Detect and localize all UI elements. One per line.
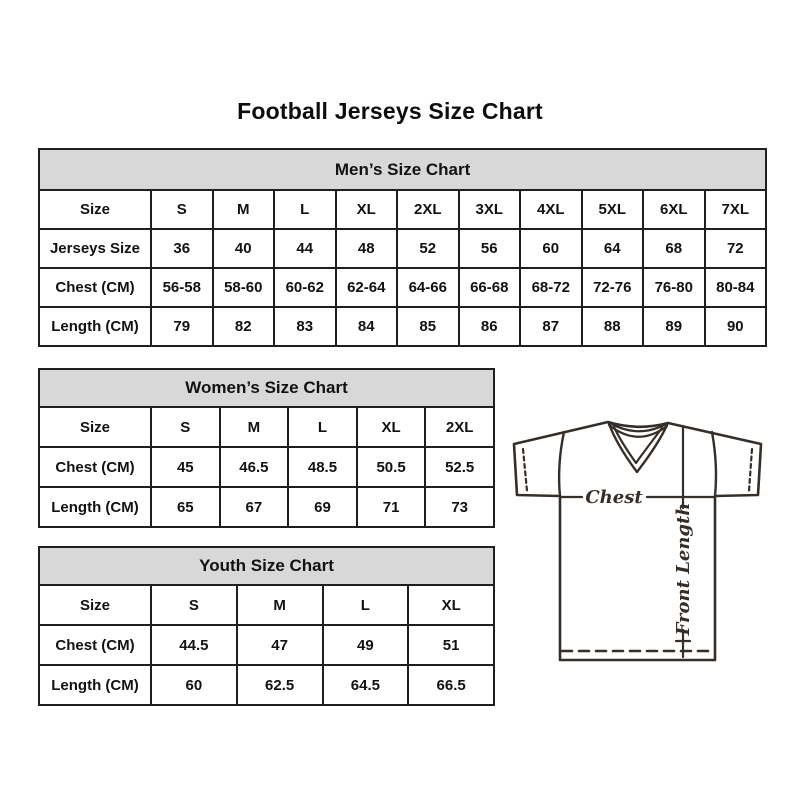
women-table-title: Women’s Size Chart (39, 369, 494, 407)
table-row (39, 665, 494, 705)
size-value-cell: 58-60 (213, 268, 275, 307)
size-header-cell: S (151, 190, 213, 229)
size-value-cell: 45 (151, 447, 220, 487)
chest-measure-label: Chest (585, 487, 643, 508)
row-label: Chest (CM) (39, 447, 151, 487)
size-column-header: Size (39, 190, 151, 229)
size-value-cell: 52.5 (425, 447, 494, 487)
size-value-cell: 44 (274, 229, 336, 268)
size-value-cell: 60-62 (274, 268, 336, 307)
size-header-cell: S (151, 585, 237, 625)
size-header-cell: 7XL (705, 190, 767, 229)
table-row (39, 625, 494, 665)
size-value-cell: 72-76 (582, 268, 644, 307)
size-value-cell: 51 (408, 625, 494, 665)
size-value-cell: 86 (459, 307, 521, 346)
size-value-cell: 68 (643, 229, 705, 268)
size-column-header: Size (39, 585, 151, 625)
size-value-cell: 83 (274, 307, 336, 346)
row-label: Length (CM) (39, 665, 151, 705)
front-length-measure-label: Front Length (673, 502, 694, 636)
size-value-cell: 90 (705, 307, 767, 346)
size-column-header: Size (39, 407, 151, 447)
size-value-cell: 49 (323, 625, 409, 665)
table-row (39, 307, 766, 346)
jersey-measurement-diagram (500, 400, 780, 672)
size-value-cell: 80-84 (705, 268, 767, 307)
size-header-cell: XL (408, 585, 494, 625)
size-header-cell: L (274, 190, 336, 229)
size-value-cell: 67 (220, 487, 289, 527)
size-value-cell: 40 (213, 229, 275, 268)
size-value-cell: 64.5 (323, 665, 409, 705)
size-header-cell: M (213, 190, 275, 229)
jersey-outline-icon (500, 400, 780, 672)
size-value-cell: 87 (520, 307, 582, 346)
size-value-cell: 65 (151, 487, 220, 527)
size-value-cell: 56-58 (151, 268, 213, 307)
size-value-cell: 71 (357, 487, 426, 527)
size-value-cell: 73 (425, 487, 494, 527)
size-value-cell: 68-72 (520, 268, 582, 307)
row-label: Jerseys Size (39, 229, 151, 268)
size-value-cell: 88 (582, 307, 644, 346)
size-value-cell: 72 (705, 229, 767, 268)
row-label: Length (CM) (39, 307, 151, 346)
size-header-cell: XL (357, 407, 426, 447)
size-value-cell: 62-64 (336, 268, 398, 307)
size-value-cell: 76-80 (643, 268, 705, 307)
size-value-cell: 46.5 (220, 447, 289, 487)
size-header-cell: L (288, 407, 357, 447)
mens-size-table (38, 148, 767, 347)
size-header-cell: 2XL (397, 190, 459, 229)
size-value-cell: 79 (151, 307, 213, 346)
row-label: Chest (CM) (39, 625, 151, 665)
size-value-cell: 52 (397, 229, 459, 268)
size-header-cell: 5XL (582, 190, 644, 229)
youth-table-title: Youth Size Chart (39, 547, 494, 585)
size-value-cell: 44.5 (151, 625, 237, 665)
size-value-cell: 69 (288, 487, 357, 527)
size-value-cell: 48 (336, 229, 398, 268)
youth-size-table (38, 546, 495, 706)
size-header-cell: M (220, 407, 289, 447)
size-value-cell: 89 (643, 307, 705, 346)
size-header-cell: 3XL (459, 190, 521, 229)
size-value-cell: 66.5 (408, 665, 494, 705)
size-header-cell: 2XL (425, 407, 494, 447)
size-value-cell: 82 (213, 307, 275, 346)
row-label: Length (CM) (39, 487, 151, 527)
size-value-cell: 56 (459, 229, 521, 268)
size-header-cell: XL (336, 190, 398, 229)
size-value-cell: 50.5 (357, 447, 426, 487)
jersey-body-outline (514, 422, 761, 660)
table-row (39, 268, 766, 307)
size-value-cell: 84 (336, 307, 398, 346)
men-table-title: Men’s Size Chart (39, 149, 766, 190)
size-value-cell: 60 (520, 229, 582, 268)
size-value-cell: 85 (397, 307, 459, 346)
table-row (39, 487, 494, 527)
size-value-cell: 62.5 (237, 665, 323, 705)
size-value-cell: 64 (582, 229, 644, 268)
page-title: Football Jerseys Size Chart (237, 98, 543, 124)
size-value-cell: 66-68 (459, 268, 521, 307)
size-header-cell: S (151, 407, 220, 447)
size-header-cell: L (323, 585, 409, 625)
size-header-cell: 6XL (643, 190, 705, 229)
size-header-cell: M (237, 585, 323, 625)
size-value-cell: 36 (151, 229, 213, 268)
size-value-cell: 64-66 (397, 268, 459, 307)
table-row (39, 229, 766, 268)
size-value-cell: 48.5 (288, 447, 357, 487)
size-value-cell: 60 (151, 665, 237, 705)
womens-size-table (38, 368, 495, 528)
size-header-cell: 4XL (520, 190, 582, 229)
row-label: Chest (CM) (39, 268, 151, 307)
size-value-cell: 47 (237, 625, 323, 665)
table-row (39, 447, 494, 487)
